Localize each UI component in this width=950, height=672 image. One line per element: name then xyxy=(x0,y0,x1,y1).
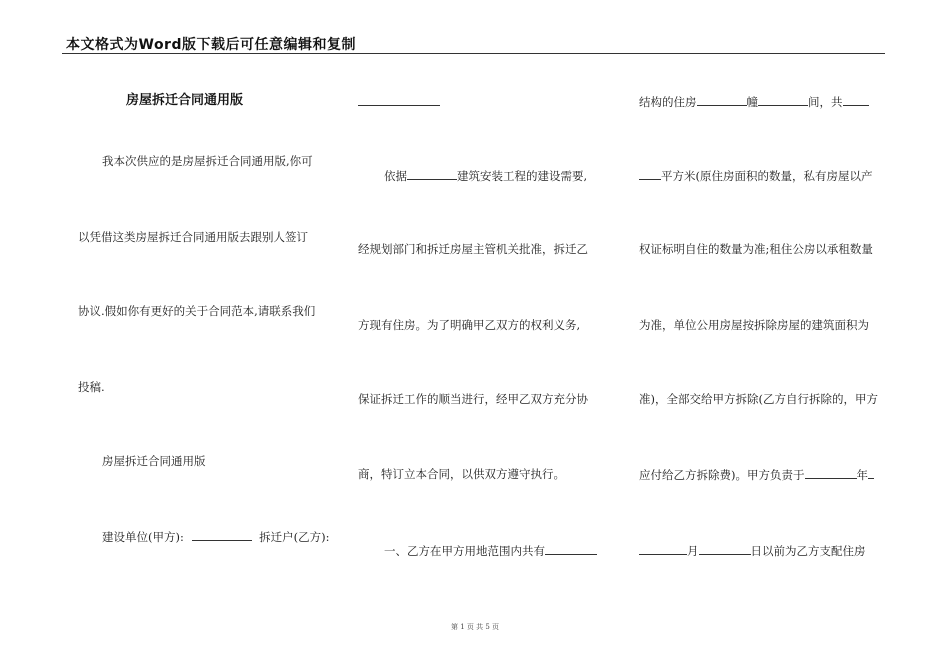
parties-line xyxy=(102,529,330,544)
section-heading: 房屋拆迁合同通用版 xyxy=(102,454,206,468)
body-line-5: 商，特订立本合同，以供双方遵守执行。 xyxy=(358,467,565,481)
intro-line-2: 以凭借这类房屋拆迁合同通用版去跟别人签订 xyxy=(78,230,308,244)
intro-line-1: 我本次供应的是房屋拆迁合同通用版,你可 xyxy=(102,154,313,168)
body-line-12 xyxy=(639,467,874,482)
body-line-7 xyxy=(639,94,869,109)
document-title: 房屋拆迁合同通用版 xyxy=(126,93,244,108)
body-line-10: 为准，单位公用房屋按拆除房屋的建筑面积为 xyxy=(639,318,869,332)
body-line-2: 经规划部门和拆迁房屋主管机关批准，拆迁乙 xyxy=(358,242,588,256)
text-span: 一、乙方在甲方用地范围内共有 xyxy=(384,544,545,558)
blank-field xyxy=(699,543,751,555)
blank-field xyxy=(868,467,874,479)
body-line-9: 权证标明自住的数量为准;租住公房以承租数量 xyxy=(639,242,873,256)
intro-line-4: 投稿. xyxy=(78,380,105,394)
text-span: 幢 xyxy=(746,95,758,109)
text-span: 依据 xyxy=(384,169,407,183)
body-line-1 xyxy=(384,168,587,183)
text-span: 建筑安装工程的建设需要, xyxy=(457,169,588,183)
text-span: 日以前为乙方支配住房 xyxy=(750,544,866,558)
document-banner: 本文格式为Word版下载后可任意编辑和复制 xyxy=(66,37,356,53)
text-span: 应付给乙方拆除费)。甲方负责于 xyxy=(639,468,805,482)
text-span: 结构的住房 xyxy=(639,95,697,109)
body-line-8 xyxy=(639,168,872,183)
blank-field xyxy=(545,543,597,555)
blank-field xyxy=(358,94,440,106)
body-line-11: 准)，全部交给甲方拆除(乙方自行拆除的，甲方 xyxy=(639,392,878,406)
party-a-label: 建设单位(甲方): xyxy=(102,530,184,544)
blank-line xyxy=(358,94,440,109)
body-line-4: 保证拆迁工作的顺当进行，经甲乙双方充分协 xyxy=(358,392,588,406)
header-divider xyxy=(62,53,885,54)
body-line-6 xyxy=(384,543,597,558)
intro-line-3: 协议.假如你有更好的关于合同范本,请联系我们 xyxy=(78,304,316,318)
blank-field xyxy=(407,168,457,180)
blank-field xyxy=(805,467,857,479)
text-span: 月 xyxy=(687,544,699,558)
party-b-label: 拆迁户(乙方): xyxy=(259,530,330,544)
text-span: 间，共 xyxy=(808,95,843,109)
blank-field xyxy=(192,529,252,541)
blank-field xyxy=(758,94,808,106)
blank-field xyxy=(843,94,869,106)
body-line-3: 方现有住房。为了明确甲乙双方的权利义务, xyxy=(358,318,581,332)
text-span: 年 xyxy=(856,468,868,482)
blank-field xyxy=(639,168,661,180)
text-span: 平方米(原住房面积的数量，私有房屋以产 xyxy=(661,169,873,183)
blank-field xyxy=(639,543,687,555)
body-line-13 xyxy=(639,543,866,558)
blank-field xyxy=(697,94,747,106)
page-number: 第 1 页 共 5 页 xyxy=(450,623,500,631)
